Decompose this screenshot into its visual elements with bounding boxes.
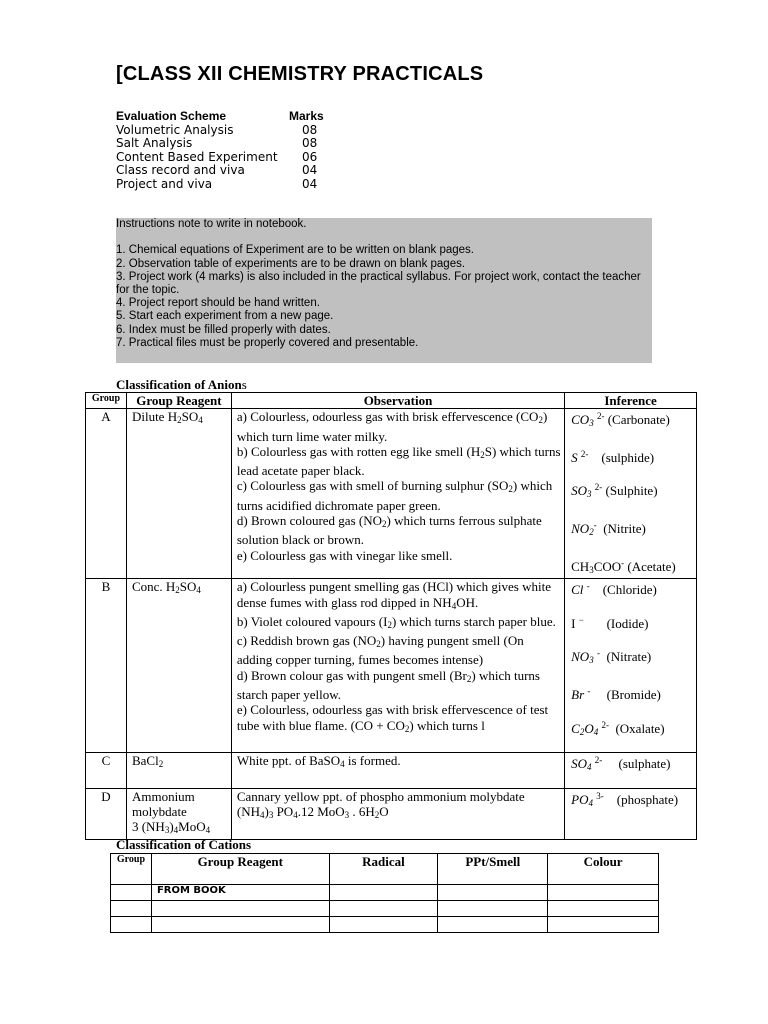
group-observations xyxy=(231,753,564,789)
cations-cell xyxy=(111,885,152,901)
anions-table xyxy=(85,392,697,840)
inference-item: $CO_3$ $^{2-}$ (Carbonate) xyxy=(571,411,670,429)
cations-title: Classification of Cations xyxy=(116,837,252,852)
anion-group-row-b xyxy=(86,579,697,753)
observation-item: d) Brown coloured gas $(NO_2)$ which turns ferrous sulphate solution black or brown. xyxy=(236,513,542,548)
cations-table xyxy=(110,853,659,933)
instruction-item: 5. Start each experiment from a new page. xyxy=(116,310,334,323)
anions-header-inference: Inference xyxy=(565,393,697,409)
evaluation-item-marks: 04 xyxy=(302,176,318,191)
group-inferences xyxy=(565,409,697,579)
anion-group-row-a xyxy=(86,409,697,579)
observation-item: c) Colourless gas with smell of burning sulphur $(SO_2)$ which turns acidified dichromate paper green. xyxy=(236,478,553,513)
instruction-item: 4. Project report should be hand written. xyxy=(116,297,320,310)
evaluation-header-scheme: Evaluation Scheme xyxy=(116,109,227,123)
cations-cell xyxy=(548,917,659,933)
inference-item: S $^{2-}$ (sulphide) xyxy=(571,448,655,465)
inference-item: Br - (Bromide) xyxy=(571,686,661,703)
evaluation-item-marks: 04 xyxy=(302,163,318,177)
cations-cell xyxy=(329,885,438,901)
observation-item: b) Violet coloured vapours $(I_2)$ which turns starch paper blue. xyxy=(236,613,556,630)
cations-header-reagent: Group Reagent xyxy=(151,854,329,885)
observation-item: White ppt. of BaSO$_4$ is formed. xyxy=(236,753,401,770)
group-observations xyxy=(231,409,564,579)
cations-header-group: Group xyxy=(111,854,152,885)
cations-row xyxy=(111,901,659,917)
instruction-item: 3. Project work (4 marks) is also included in the practical syllabus. For project work, contact the teacher for the topic. xyxy=(116,270,641,296)
anions-header-row xyxy=(86,393,697,409)
group-reagent: Conc. $H_2SO_4$ xyxy=(126,579,231,753)
inference-item: $NO_3$ - (Nitrate) xyxy=(571,648,652,666)
evaluation-item-marks: 06 xyxy=(302,149,318,164)
evaluation-header-marks: Marks xyxy=(289,109,324,123)
anions-header-group: Group xyxy=(86,393,127,409)
group-inferences xyxy=(565,579,697,753)
instructions-box xyxy=(116,218,652,363)
cations-header-colour: Colour xyxy=(548,854,659,885)
observation-item: a) Colourless pungent smelling gas (HCl) which gives white dense fumes with glass rod dipped in $NH_4OH$. xyxy=(236,579,551,611)
cations-cell xyxy=(438,885,548,901)
group-inferences xyxy=(565,753,697,789)
inference-item: $PO_4$ $^{3-}$ (phosphate) xyxy=(571,790,679,808)
cations-cell xyxy=(151,901,329,917)
cations-header-row xyxy=(111,854,659,885)
cations-header-radical: Radical xyxy=(329,854,438,885)
evaluation-item-name: Volumetric Analysis xyxy=(116,122,234,137)
observation-item: d) Brown colour gas with pungent smell $(Br_2)$ which turns starch paper yellow. xyxy=(236,667,540,703)
cations-cell xyxy=(151,917,329,933)
evaluation-item-marks: 08 xyxy=(302,122,318,137)
group-observations xyxy=(231,788,564,839)
anion-group-row-d xyxy=(86,788,697,839)
cations-cell xyxy=(548,885,659,901)
anions-header-observation: Observation xyxy=(231,393,564,409)
observation-item: e) Colourless gas with vinegar like smell. xyxy=(236,547,453,563)
evaluation-item-name: Salt Analysis xyxy=(116,136,193,150)
inference-item: Cl - (Chloride) xyxy=(571,581,657,598)
observation-item: a) Colourless, odourless gas with brisk effervescence $(CO_2)$ which turn lime water milky. xyxy=(236,409,548,444)
inference-item: $C_2O_4$ $^{2-}$ (Oxalate) xyxy=(571,719,665,737)
cations-cell xyxy=(111,901,152,917)
group-label: C xyxy=(86,753,127,789)
cations-cell xyxy=(111,917,152,933)
observation-item: b) Colourless gas with rotten egg like smell $(H_2S)$ which turns lead acetate paper black. xyxy=(236,443,561,479)
anions-title-tail: s xyxy=(241,377,247,392)
inference-item: $SO_3$ $^{2-}$ (Sulphite) xyxy=(571,482,658,500)
observation-item: e) Colourless, odourless gas with brisk effervescence of test tube with blue flame. $(CO + CO_2)$ which turns l xyxy=(236,702,549,734)
instruction-item: 6. Index must be filled properly with dates. xyxy=(116,323,331,336)
anions-header-reagent: Group Reagent xyxy=(126,393,231,409)
group-label: B xyxy=(86,579,127,753)
group-inferences xyxy=(565,788,697,839)
evaluation-item-name: Content Based Experiment xyxy=(116,149,278,164)
inference-item: $CH_3COO^-$ (Acetate) xyxy=(571,557,676,575)
inference-item: $SO_4$ $^{2-}$ (sulphate) xyxy=(571,755,671,773)
page-title: [CLASS XII CHEMISTRY PRACTICALS xyxy=(116,63,484,85)
observation-item: c) Reddish brown gas $(NO_2)$ having pungent smell (On adding copper turning, fumes becomes intense) xyxy=(236,633,524,668)
group-observations xyxy=(231,579,564,753)
group-reagent: Dilute $H_2SO_4$ xyxy=(126,409,231,579)
instructions-heading: Instructions note to write in notebook. xyxy=(116,218,307,230)
cations-row xyxy=(111,917,659,933)
cations-row xyxy=(111,885,659,901)
anions-title-main: Classification of Anion xyxy=(116,377,242,392)
cations-cell-reagent: FROM BOOK xyxy=(151,885,329,901)
evaluation-item-name: Project and viva xyxy=(116,176,213,191)
instruction-item: 7. Practical files must be properly covered and presentable. xyxy=(116,336,419,349)
anion-group-row-c xyxy=(86,753,697,789)
evaluation-item-marks: 08 xyxy=(302,136,318,150)
cations-cell xyxy=(438,917,548,933)
cations-header-ppt: PPt/Smell xyxy=(438,854,548,885)
group-reagent: Ammonium molybdate 3 $(NH_3)_4MoO_4$ xyxy=(126,788,231,839)
inference-item: I − (Iodide) xyxy=(571,614,649,631)
instruction-item: 1. Chemical equations of Experiment are to be written on blank pages. xyxy=(116,244,474,257)
cations-cell xyxy=(329,901,438,917)
observation-item: Cannary yellow ppt. of phospho ammonium molybdate $(NH_4)_3$ $PO_4.12$ MoO$_3$ . $6H_2O$ xyxy=(236,788,525,821)
evaluation-item-name: Class record and viva xyxy=(116,163,245,177)
group-label: A xyxy=(86,409,127,579)
instruction-item: 2. Observation table of experiments are to be drawn on blank pages. xyxy=(116,257,466,270)
group-label: D xyxy=(86,788,127,839)
cations-cell xyxy=(438,901,548,917)
inference-item: $NO_2^-$ (Nitrite) xyxy=(571,520,646,538)
group-reagent: BaCl$_2$ xyxy=(126,753,231,789)
cations-cell xyxy=(548,901,659,917)
instructions-spacer xyxy=(116,231,652,244)
cations-cell xyxy=(329,917,438,933)
anions-title xyxy=(116,377,247,393)
